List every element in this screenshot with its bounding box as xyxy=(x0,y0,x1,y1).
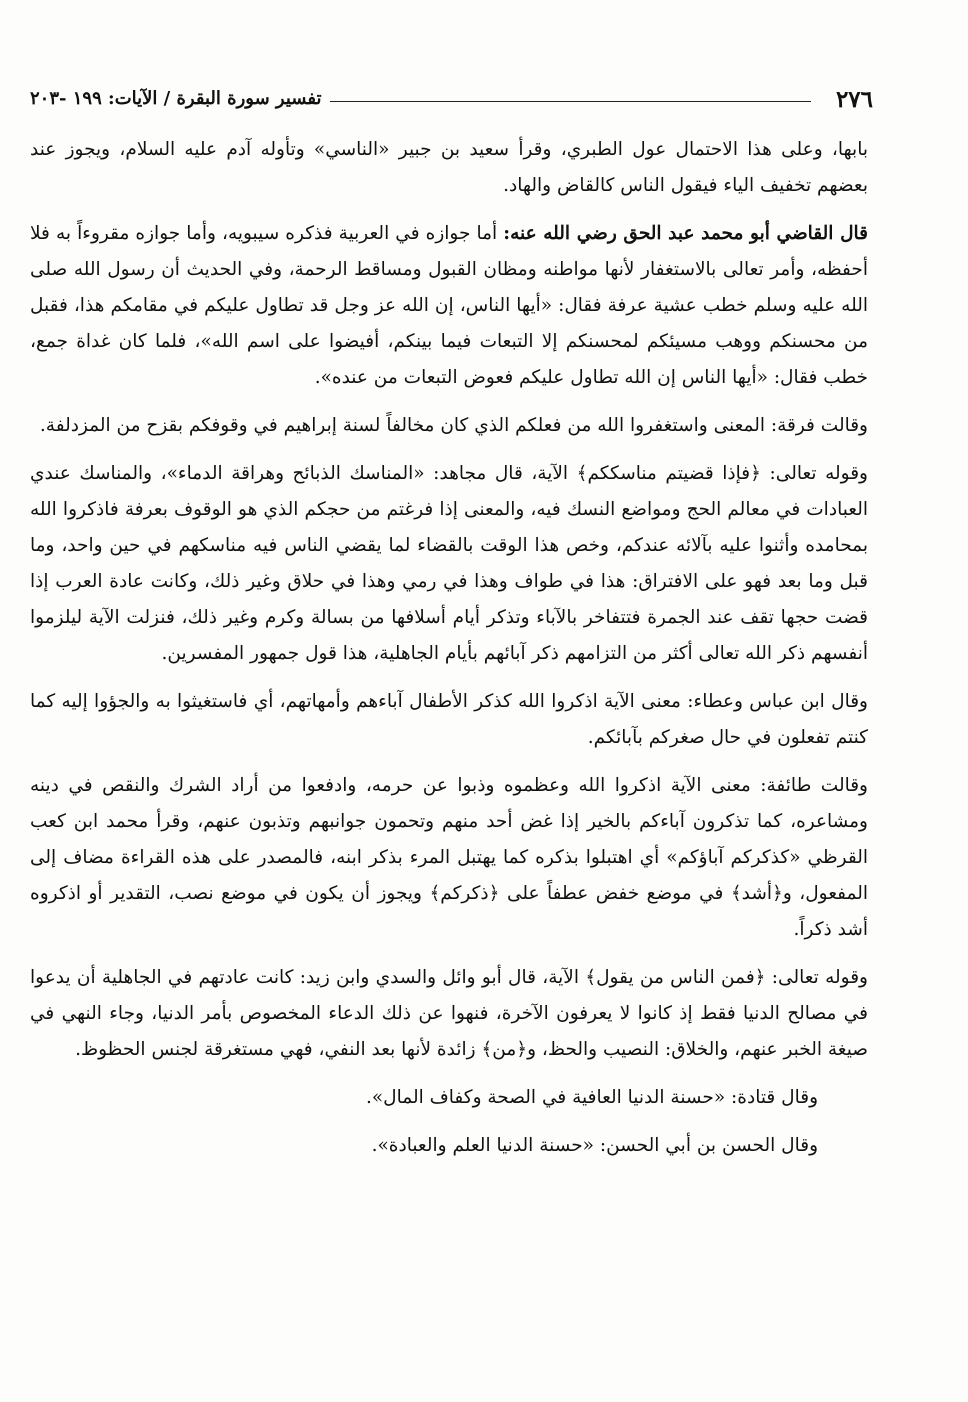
running-title: تفسير سورة البقرة / الآيات: ١٩٩ -٢٠٣ xyxy=(30,88,322,109)
paragraph-1 xyxy=(30,132,868,204)
body-text xyxy=(30,132,868,1176)
paragraph-9 xyxy=(30,1128,868,1164)
paragraph-text: أما جوازه في العربية فذكره سيبويه، وأما جوازه مقروءاً به فلا أحفظه، وأمر تعالى بالاستغفار لأنها مواطنه ومظان القبول ومساقط الرحمة، وفي الحديث أن رسول الله صلى الله عليه وسلم خطب عشية عرفة فقال: «أيها الناس، إن الله عز وجل قد تطاول عليكم في مقامكم هذا، فقبل من محسنكم ووهب مسيئكم لمحسنكم إلا التبعات فيما بينكم، أفيضوا على اسم الله»، فلما كان غداة جمع، خطب فقال: «أيها الناس إن الله تطاول عليكم فعوض التبعات من عنده». xyxy=(30,223,868,388)
paragraph-text: وقالت فرقة: المعنى واستغفروا الله من فعلكم الذي كان مخالفاً لسنة إبراهيم في وقوفكم بقزح من المزدلفة. xyxy=(39,415,868,436)
paragraph-text: وقوله تعالى: ﴿فمن الناس من يقول﴾ الآية، قال أبو وائل والسدي وابن زيد: كانت عادتهم في الجاهلية أن يدعوا في مصالح الدنيا فقط إذ كانوا لا يعرفون الآخرة، فنهوا عن ذلك الدعاء المخصوص بأمر الدنيا، وجاء النهي في صيغة الخبر عنهم، والخلاق: النصيب والحظ، و﴿من﴾ زائدة لأنها بعد النفي، فهي مستغرقة لجنس الحظوظ. xyxy=(30,967,868,1060)
paragraph-6 xyxy=(30,768,868,948)
page-number: ٢٧٦ xyxy=(835,86,873,113)
paragraph-2 xyxy=(30,216,868,396)
paragraph-text: وقوله تعالى: ﴿فإذا قضيتم مناسككم﴾ الآية، قال مجاهد: «المناسك الذبائح وهراقة الدماء»، والمناسك عندي العبادات في معالم الحج ومواضع النسك فيه، والمعنى إذا فرغتم من حجكم الذي هو الوقوف بعرفة فاذكروا الله بمحامده وأثنوا عليه بآلائه عندكم، وخص هذا الوقت بالقضاء لما يقضي الناس فيه مناسكهم في حين واحد، وما قبل وما بعد فهو على الافتراق: هذا في طواف وهذا في رمي وهذا في حلاق وغير ذلك، وكانت عادة العرب إذا قضت حجها تقف عند الجمرة فتتفاخر بالآباء وتذكر أيام أسلافها من بسالة وكرم وغير ذلك، فنزلت الآية ليلزموا أنفسهم ذكر الله تعالى أكثر من التزامهم ذكر آبائهم بأيام الجاهلية، هذا قول جمهور المفسرين. xyxy=(30,463,868,664)
header-rule xyxy=(330,101,811,102)
paragraph-text: بابها، وعلى هذا الاحتمال عول الطبري، وقرأ سعيد بن جبير «الناسي» وتأوله آدم عليه السلام، ويجوز عند بعضهم تخفيف الياء فيقول الناس كالقاض والهاد. xyxy=(30,139,868,196)
paragraph-7 xyxy=(30,960,868,1068)
paragraph-3 xyxy=(30,408,868,444)
paragraph-8 xyxy=(30,1080,868,1116)
paragraph-text: وقال ابن عباس وعطاء: معنى الآية اذكروا الله كذكر الأطفال آباءهم وأمهاتهم، أي فاستغيثوا به والجؤوا إليه كما كنتم تفعلون في حال صغركم بآبائكم. xyxy=(30,691,868,748)
page-header xyxy=(30,86,873,116)
paragraph-text: وقال الحسن بن أبي الحسن: «حسنة الدنيا العلم والعبادة». xyxy=(371,1135,818,1156)
paragraph-text: وقالت طائفة: معنى الآية اذكروا الله وعظموه وذبوا عن حرمه، وادفعوا من أراد الشرك والنقص في دينه ومشاعره، كما تذكرون آباءكم بالخير إذا غض أحد منهم وتحمون جوانبهم وتذبون عنهم، وقرأ محمد ابن كعب القرظي «كذكركم آباؤكم» أي اهتبلوا بذكره كما يهتبل المرء بذكر ابنه، فالمصدر على هذه القراءة مضاف إلى المفعول، و﴿أشد﴾ في موضع خفض عطفاً على ﴿ذكركم﴾ ويجوز أن يكون في موضع نصب، التقدير أو اذكروه أشد ذكراً. xyxy=(30,775,868,940)
paragraph-4 xyxy=(30,456,868,672)
paragraph-5 xyxy=(30,684,868,756)
paragraph-text: وقال قتادة: «حسنة الدنيا العافية في الصحة وكفاف المال». xyxy=(365,1087,818,1108)
paragraph-lead: قال القاضي أبو محمد عبد الحق رضي الله عنه: xyxy=(503,223,868,244)
